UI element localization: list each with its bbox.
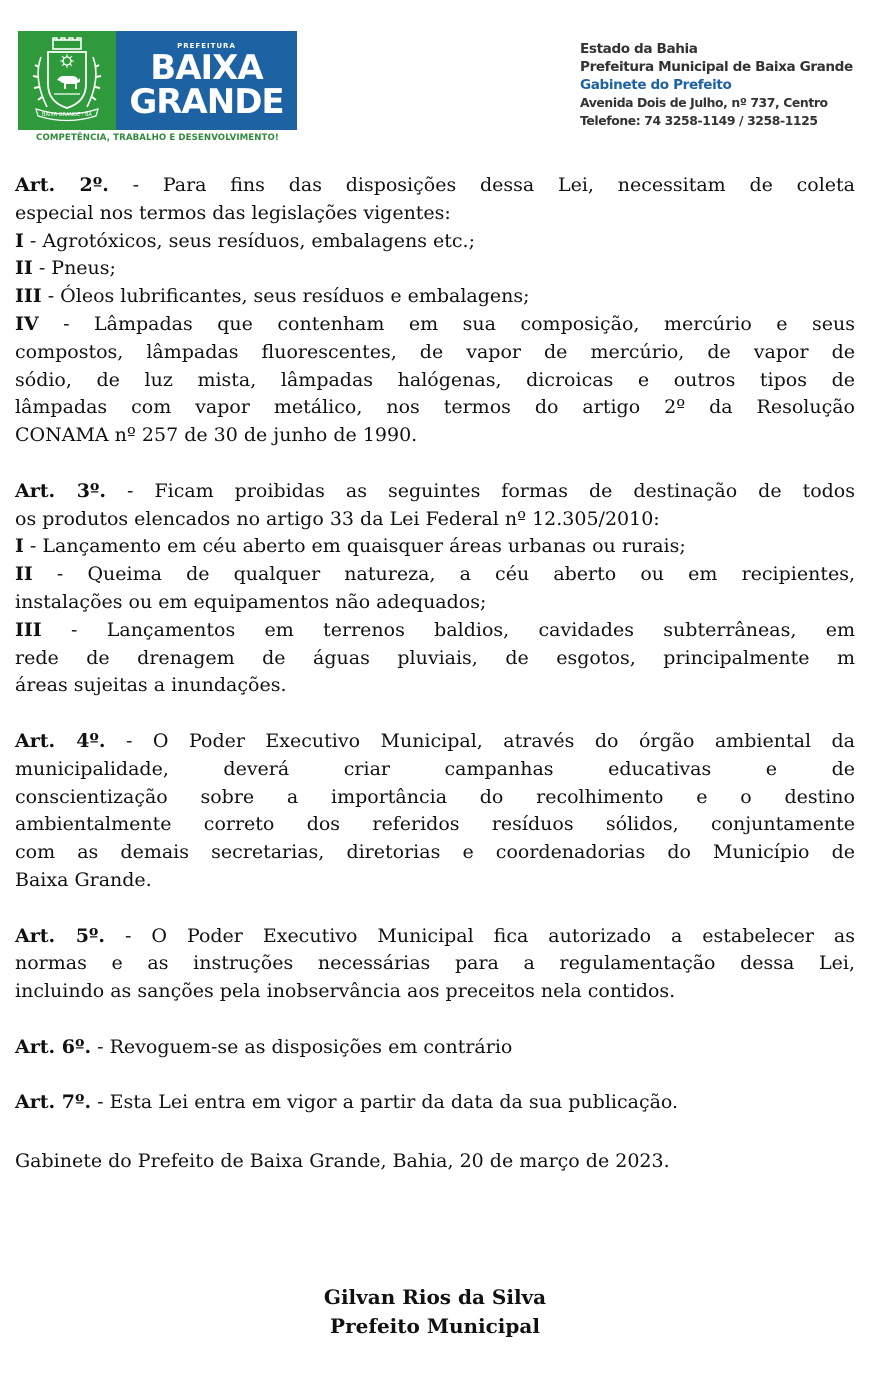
signature-block — [0, 1283, 870, 1341]
article-line: normas e as instruções necessárias para a regulamentação dessa Lei, — [15, 952, 855, 975]
article-heading: Art. 7º. — [15, 1091, 92, 1114]
article-7 — [15, 1089, 855, 1117]
date-line: Gabinete do Prefeito de Baixa Grande, Bahia, 20 de março de 2023. — [15, 1150, 670, 1172]
signatory-name: Gilvan Rios da Silva — [323, 1285, 547, 1309]
article-line — [15, 172, 855, 200]
article-text: - Revoguem-se as disposições em contrário — [91, 1035, 513, 1058]
item-number: III — [15, 285, 42, 308]
municipality-name: Prefeitura Municipal de Baixa Grande — [580, 59, 853, 75]
logo-wordmark-panel — [116, 31, 297, 130]
item-text: - Lâmpadas que contenham em sua composição, mercúrio e seus — [38, 312, 855, 335]
article-line: os produtos elencados no artigo 33 da Lei Federal nº 12.305/2010: — [15, 507, 660, 530]
office-address: Avenida Dois de Julho, nº 737, Centro — [580, 95, 828, 110]
item-number: IV — [15, 312, 39, 335]
article-line: sódio, de luz mista, lâmpadas halógenas, dicroicas e outros tipos de — [15, 368, 855, 391]
article-heading: Art. 5º. — [15, 924, 106, 947]
article-line: rede de drenagem de águas pluviais, de esgotos, principalmente m — [15, 646, 855, 669]
office-phone: Telefone: 74 3258-1149 / 3258-1125 — [580, 113, 818, 128]
article-4 — [15, 728, 855, 895]
article-line — [15, 478, 855, 506]
state-name: Estado da Bahia — [580, 41, 698, 57]
office-name: Gabinete do Prefeito — [580, 77, 732, 93]
article-line: ambientalmente correto dos referidos resíduos sólidos, conjuntamente — [15, 813, 855, 836]
item-number: I — [15, 229, 24, 252]
article-5 — [15, 923, 855, 1006]
crest-banner-text: BAIXA GRANDE - BA — [42, 112, 92, 118]
article-line: municipalidade, deverá criar campanhas educativas e de — [15, 757, 855, 780]
article-item — [15, 533, 855, 561]
article-line — [15, 1034, 855, 1062]
article-line — [15, 923, 855, 951]
article-heading: Art. 3º. — [15, 479, 107, 502]
article-heading: Art. 4º. — [15, 729, 106, 752]
item-text: - Pneus; — [32, 257, 116, 280]
article-item — [15, 283, 855, 311]
article-line: compostos, lâmpadas fluorescentes, de vapor de mercúrio, de vapor de — [15, 340, 855, 363]
article-2 — [15, 172, 855, 450]
article-line: instalações ou em equipamentos não adequados; — [15, 590, 487, 613]
signatory-title: Prefeito Municipal — [330, 1314, 540, 1338]
article-text: - Esta Lei entra em vigor a partir da data da sua publicação. — [91, 1091, 679, 1114]
article-item — [15, 255, 855, 283]
article-item — [15, 311, 855, 339]
article-6 — [15, 1034, 855, 1062]
logo-prefeitura-label: PREFEITURA — [177, 42, 236, 50]
article-text: - O Poder Executivo Municipal fica autorizado a estabelecer as — [105, 924, 856, 947]
article-line: CONAMA nº 257 de 30 de junho de 1990. — [15, 424, 418, 447]
logo-crest-panel — [18, 31, 116, 130]
article-line: lâmpadas com vapor metálico, nos termos do artigo 2º da Resolução — [15, 396, 855, 419]
article-line: especial nos termos das legislações vigentes: — [15, 201, 451, 224]
article-text: - Para fins das disposições dessa Lei, necessitam de coleta — [108, 174, 856, 196]
article-item — [15, 561, 855, 589]
item-number: I — [15, 535, 24, 558]
article-item — [15, 228, 855, 256]
law-text — [15, 172, 855, 1145]
item-number: III — [15, 618, 42, 641]
item-text: - Óleos lubrificantes, seus resíduos e embalagens; — [41, 285, 530, 308]
article-line: áreas sujeitas a inundações. — [15, 674, 287, 697]
letterhead — [0, 0, 886, 160]
article-line: incluindo as sanções pela inobservância aos preceitos nela contidos. — [15, 980, 676, 1003]
government-contact-block — [580, 40, 853, 130]
article-line: Baixa Grande. — [15, 868, 152, 891]
article-text: - Ficam proibidas as seguintes formas de destinação de todos — [106, 479, 855, 502]
item-text: - Lançamento em céu aberto em quaisquer áreas urbanas ou rurais; — [23, 535, 686, 558]
article-text: - O Poder Executivo Municipal, através do órgão ambiental da — [105, 729, 855, 752]
article-line — [15, 1089, 855, 1117]
logo-city-name-line2: GRANDE — [129, 82, 284, 122]
article-item — [15, 617, 855, 645]
article-heading: Art. 6º. — [15, 1035, 92, 1058]
item-text: - Agrotóxicos, seus resíduos, embalagens etc.; — [23, 229, 475, 252]
article-3 — [15, 478, 855, 700]
article-line: conscientização sobre a importância do recolhimento e o destino — [15, 785, 855, 808]
municipal-logo — [18, 31, 297, 130]
logo-tagline: COMPETÊNCIA, TRABALHO E DESENVOLVIMENTO! — [36, 133, 279, 143]
article-heading: Art. 2º. — [15, 174, 109, 196]
item-number: II — [15, 257, 33, 280]
coat-of-arms-icon — [26, 37, 108, 125]
article-line: com as demais secretarias, diretorias e coordenadorias do Município de — [15, 841, 855, 864]
item-text: - Lançamentos em terrenos baldios, cavidades subterrâneas, em — [41, 618, 855, 641]
item-number: II — [15, 563, 33, 586]
item-text: - Queima de qualquer natureza, a céu aberto ou em recipientes, — [32, 563, 855, 586]
article-line — [15, 728, 855, 756]
logo-city-name-line1: BAIXA — [150, 48, 263, 88]
